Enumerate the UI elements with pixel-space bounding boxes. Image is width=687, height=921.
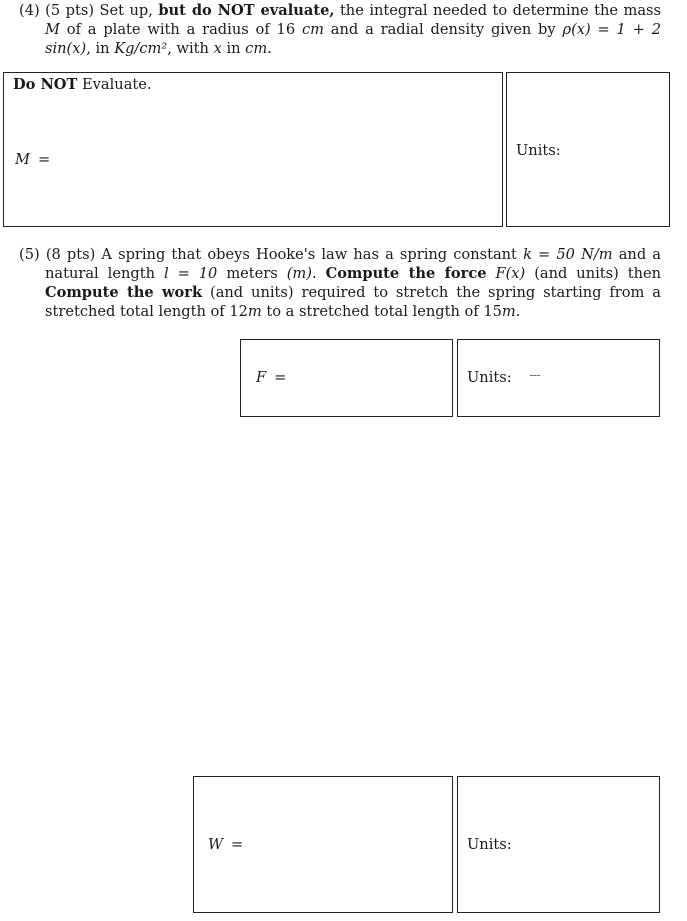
force-equals: = [274,369,287,386]
problem-4-text-1: the integral needed to determine the mass [339,2,662,19]
evaluate-heading-rest: Evaluate. [82,76,152,93]
problem-4-number: (4) [19,2,40,19]
problem-5-text-6: to a stretched total length of 15 [266,303,502,320]
problem-4-points: (5 pts) Set up, [45,2,153,19]
problem-4-text-6: in [226,40,241,57]
units-box-work[interactable] [457,776,660,913]
units-box-mass[interactable] [506,72,670,227]
problem-4-text-4: , in [86,40,110,57]
problem-5-text-5: (and units) required to stretch the spring starting from a stretched total length of 12 [45,284,662,320]
problem-5-number: (5) [19,246,40,263]
spring-constant: k = 50 N/m [523,246,613,263]
force-label [256,369,286,387]
units-label-work: Units: [467,836,512,853]
compute-work-instruction: Compute the work [45,284,203,301]
unit-m-2: m [501,303,516,320]
mass-var: M [15,151,30,168]
force-var: F [256,369,267,386]
unit-cm: cm [301,21,324,38]
answer-box-work[interactable] [193,776,453,913]
problem-5-text-1: and a natural length [45,246,661,282]
pen-mark [530,375,540,378]
unit-m-1: m [247,303,262,320]
unit-cm-2: cm [245,40,268,57]
work-label [208,836,243,854]
units-label-mass: Units: [516,142,561,159]
compute-force-instruction: Compute the force [325,265,487,282]
answer-box-force[interactable] [240,339,453,417]
mass-equals: = [37,151,51,168]
do-not-evaluate-heading [13,76,152,94]
problem-5-text-3: . [311,265,317,282]
var-x: x [213,40,222,57]
work-var: W [208,836,223,853]
problem-5-points: (8 pts) A spring that obeys Hooke's law has a spring constant [45,246,517,263]
problem-5-text-4: (and units) then [534,265,662,282]
force-function: F(x) [495,265,526,282]
problem-4-text-3: and a radial density given by [330,21,556,38]
answer-box-mass[interactable] [3,72,503,227]
problem-5-text-2: meters [226,265,278,282]
units-label-force: Units: [467,369,512,386]
do-not-heading-bold: Do NOT [13,76,78,93]
work-equals: = [231,836,244,853]
natural-length: l = 10 [163,265,218,282]
var-M: M [45,21,60,38]
meters-unit: (m) [286,265,312,282]
problem-4-text [19,1,661,58]
density-units: Kg/cm² [114,40,168,57]
units-box-force[interactable] [457,339,660,417]
problem-4-text-5: , with [167,40,209,57]
problem-5-text [19,245,661,321]
problem-5-text-7: . [515,303,521,320]
mass-label [15,151,50,169]
problem-4-text-2: of a plate with a radius of 16 [66,21,296,38]
density-function: ρ(x) = 1 + 2 sin(x) [45,21,662,57]
problem-4-text-7: . [267,40,272,57]
problem-4-instruction: but do NOT evaluate, [158,2,335,19]
